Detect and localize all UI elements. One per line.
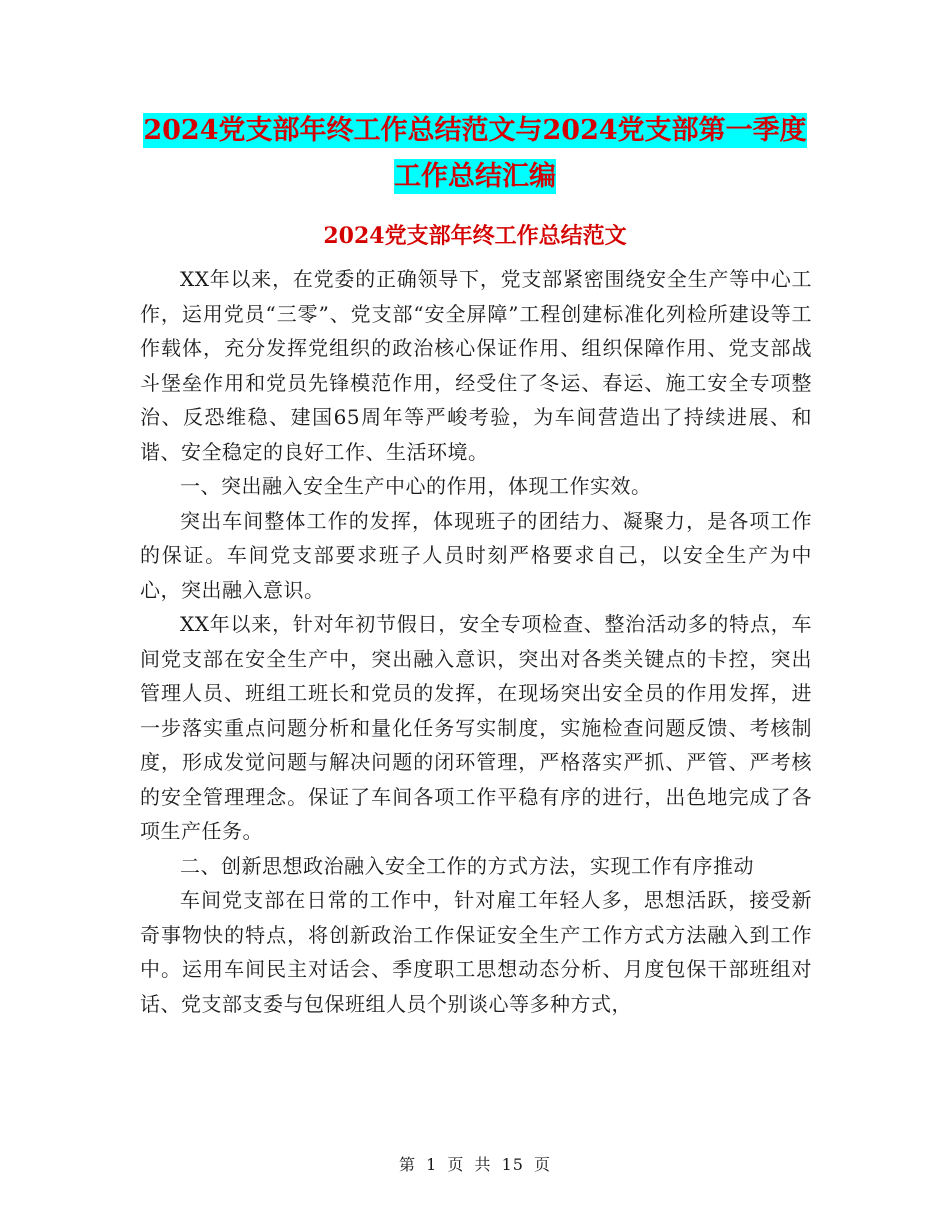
section-title: 2024党支部年终工作总结范文 [323, 223, 627, 249]
footer-prefix: 第 [398, 1155, 416, 1174]
document-title-line2: 工作总结汇编 [394, 161, 556, 192]
document-title-line1: 2024党支部年终工作总结范文与2024党支部第一季度 [143, 115, 807, 146]
footer-suffix: 页 [534, 1155, 552, 1174]
document-body [140, 262, 812, 1021]
footer-total-word: 共 [474, 1155, 492, 1174]
page-number: 1 [426, 1155, 438, 1174]
page-footer [0, 1153, 950, 1177]
footer-page-word: 页 [447, 1155, 465, 1174]
body-paragraph: XX年以来，针对年初节假日，安全专项检查、整治活动多的特点，车间党支部在安全生产中，突出融入意识，突出对各类关键点的卡控，突出管理人员、班组工班长和党员的发挥，在现场突出安全员的作用发挥，进一步落实重点问题分析和量化任务写实制度，实施检查问题反馈、考核制度，形成发觉问题与解决问题的闭环管理，严格落实严抓、严管、严考核的安全管理理念。保证了车间各项工作平稳有序的进行，出色地完成了各项生产任务。 [140, 612, 812, 843]
section-heading: 二、创新思想政治融入安全工作的方式方法，实现工作有序推动 [180, 853, 754, 878]
document-title [0, 108, 950, 200]
body-paragraph: 车间党支部在日常的工作中，针对雇工年轻人多，思想活跃，接受新奇事物快的特点，将创新政治工作保证安全生产工作方式方法融入到工作中。运用车间民主对话会、季度职工思想动态分析、月度包保干部班组对话、党支部支委与包保班组人员个别谈心等多种方式， [140, 888, 812, 1016]
body-paragraph: 突出车间整体工作的发挥，体现班子的团结力、凝聚力，是各项工作的保证。车间党支部要求班子人员时刻严格要求自己，以安全生产为中心，突出融入意识。 [140, 508, 812, 602]
page-total: 15 [501, 1155, 524, 1174]
body-paragraph: XX年以来，在党委的正确领导下，党支部紧密围绕安全生产等中心工作，运用党员“三零”、党支部“安全屏障”工程创建标准化列检所建设等工作载体，充分发挥党组织的政治核心保证作用、组织保障作用、党支部战斗堡垒作用和党员先锋模范作用，经受住了冬运、春运、施工安全专项整治、反恐维稳、建国65周年等严峻考验，为车间营造出了持续进展、和谐、安全稳定的良好工作、生活环境。 [140, 267, 812, 464]
section-heading: 一、突出融入安全生产中心的作用，体现工作实效。 [180, 474, 652, 498]
